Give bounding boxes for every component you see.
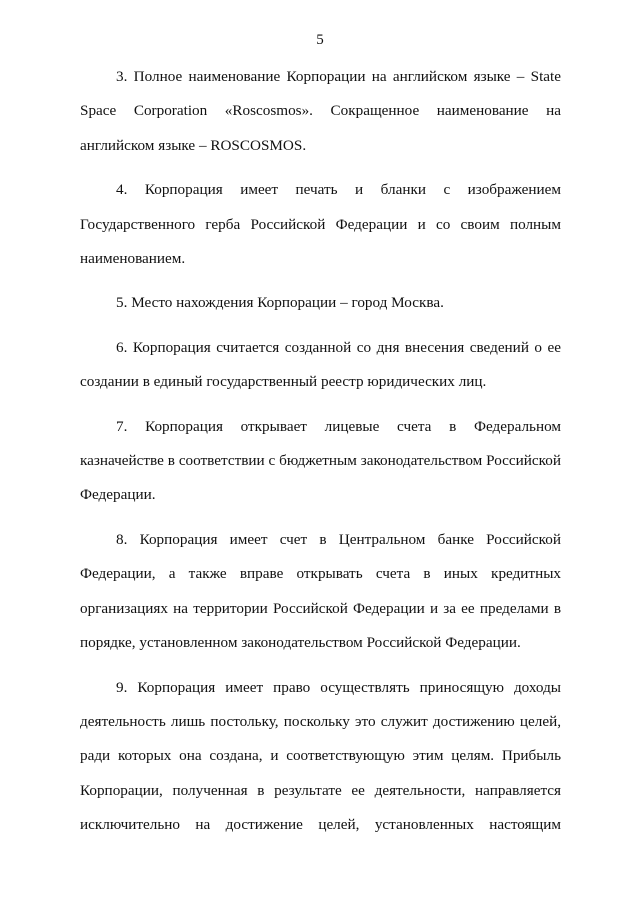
paragraph-item-7: 7. Корпорация открывает лицевые счета в Федеральном казначействе в соответствии с бюджетным законодательством Российской Федерации. [80,417,561,504]
page-number: 5 [316,32,324,48]
document-body [80,60,561,853]
paragraph-item-4: 4. Корпорация имеет печать и бланки с изображением Государственного герба Российской Федерации и со своим полным наименованием. [80,181,561,268]
paragraph-item-8: 8. Корпорация имеет счет в Центральном банке Российской Федерации, а также вправе открывать счета в иных кредитных организациях на территории Российской Федерации и за ее пределами в порядке, установленном законодательством Российской Федерации. [80,530,561,652]
paragraph-item-6: 6. Корпорация считается созданной со дня внесения сведений о ее создании в единый государственный реестр юридических лиц. [80,338,561,391]
paragraph-item-5: 5. Место нахождения Корпорации – город Москва. [116,294,444,312]
paragraph-item-3: 3. Полное наименование Корпорации на английском языке – State Space Corporation «Roscosmos». Сокращенное наименование на английском языке – ROSCOSMOS. [80,68,561,154]
paragraph-item-9: 9. Корпорация имеет право осуществлять приносящую доходы деятельность лишь постольку, поскольку это служит достижению целей, ради которых она создана, и соответствующую этим целям. Прибыль Корпорации, полученная в результате ее деятельности, направляется исключительно на достижение целей, установленных настоящим [80,678,561,834]
